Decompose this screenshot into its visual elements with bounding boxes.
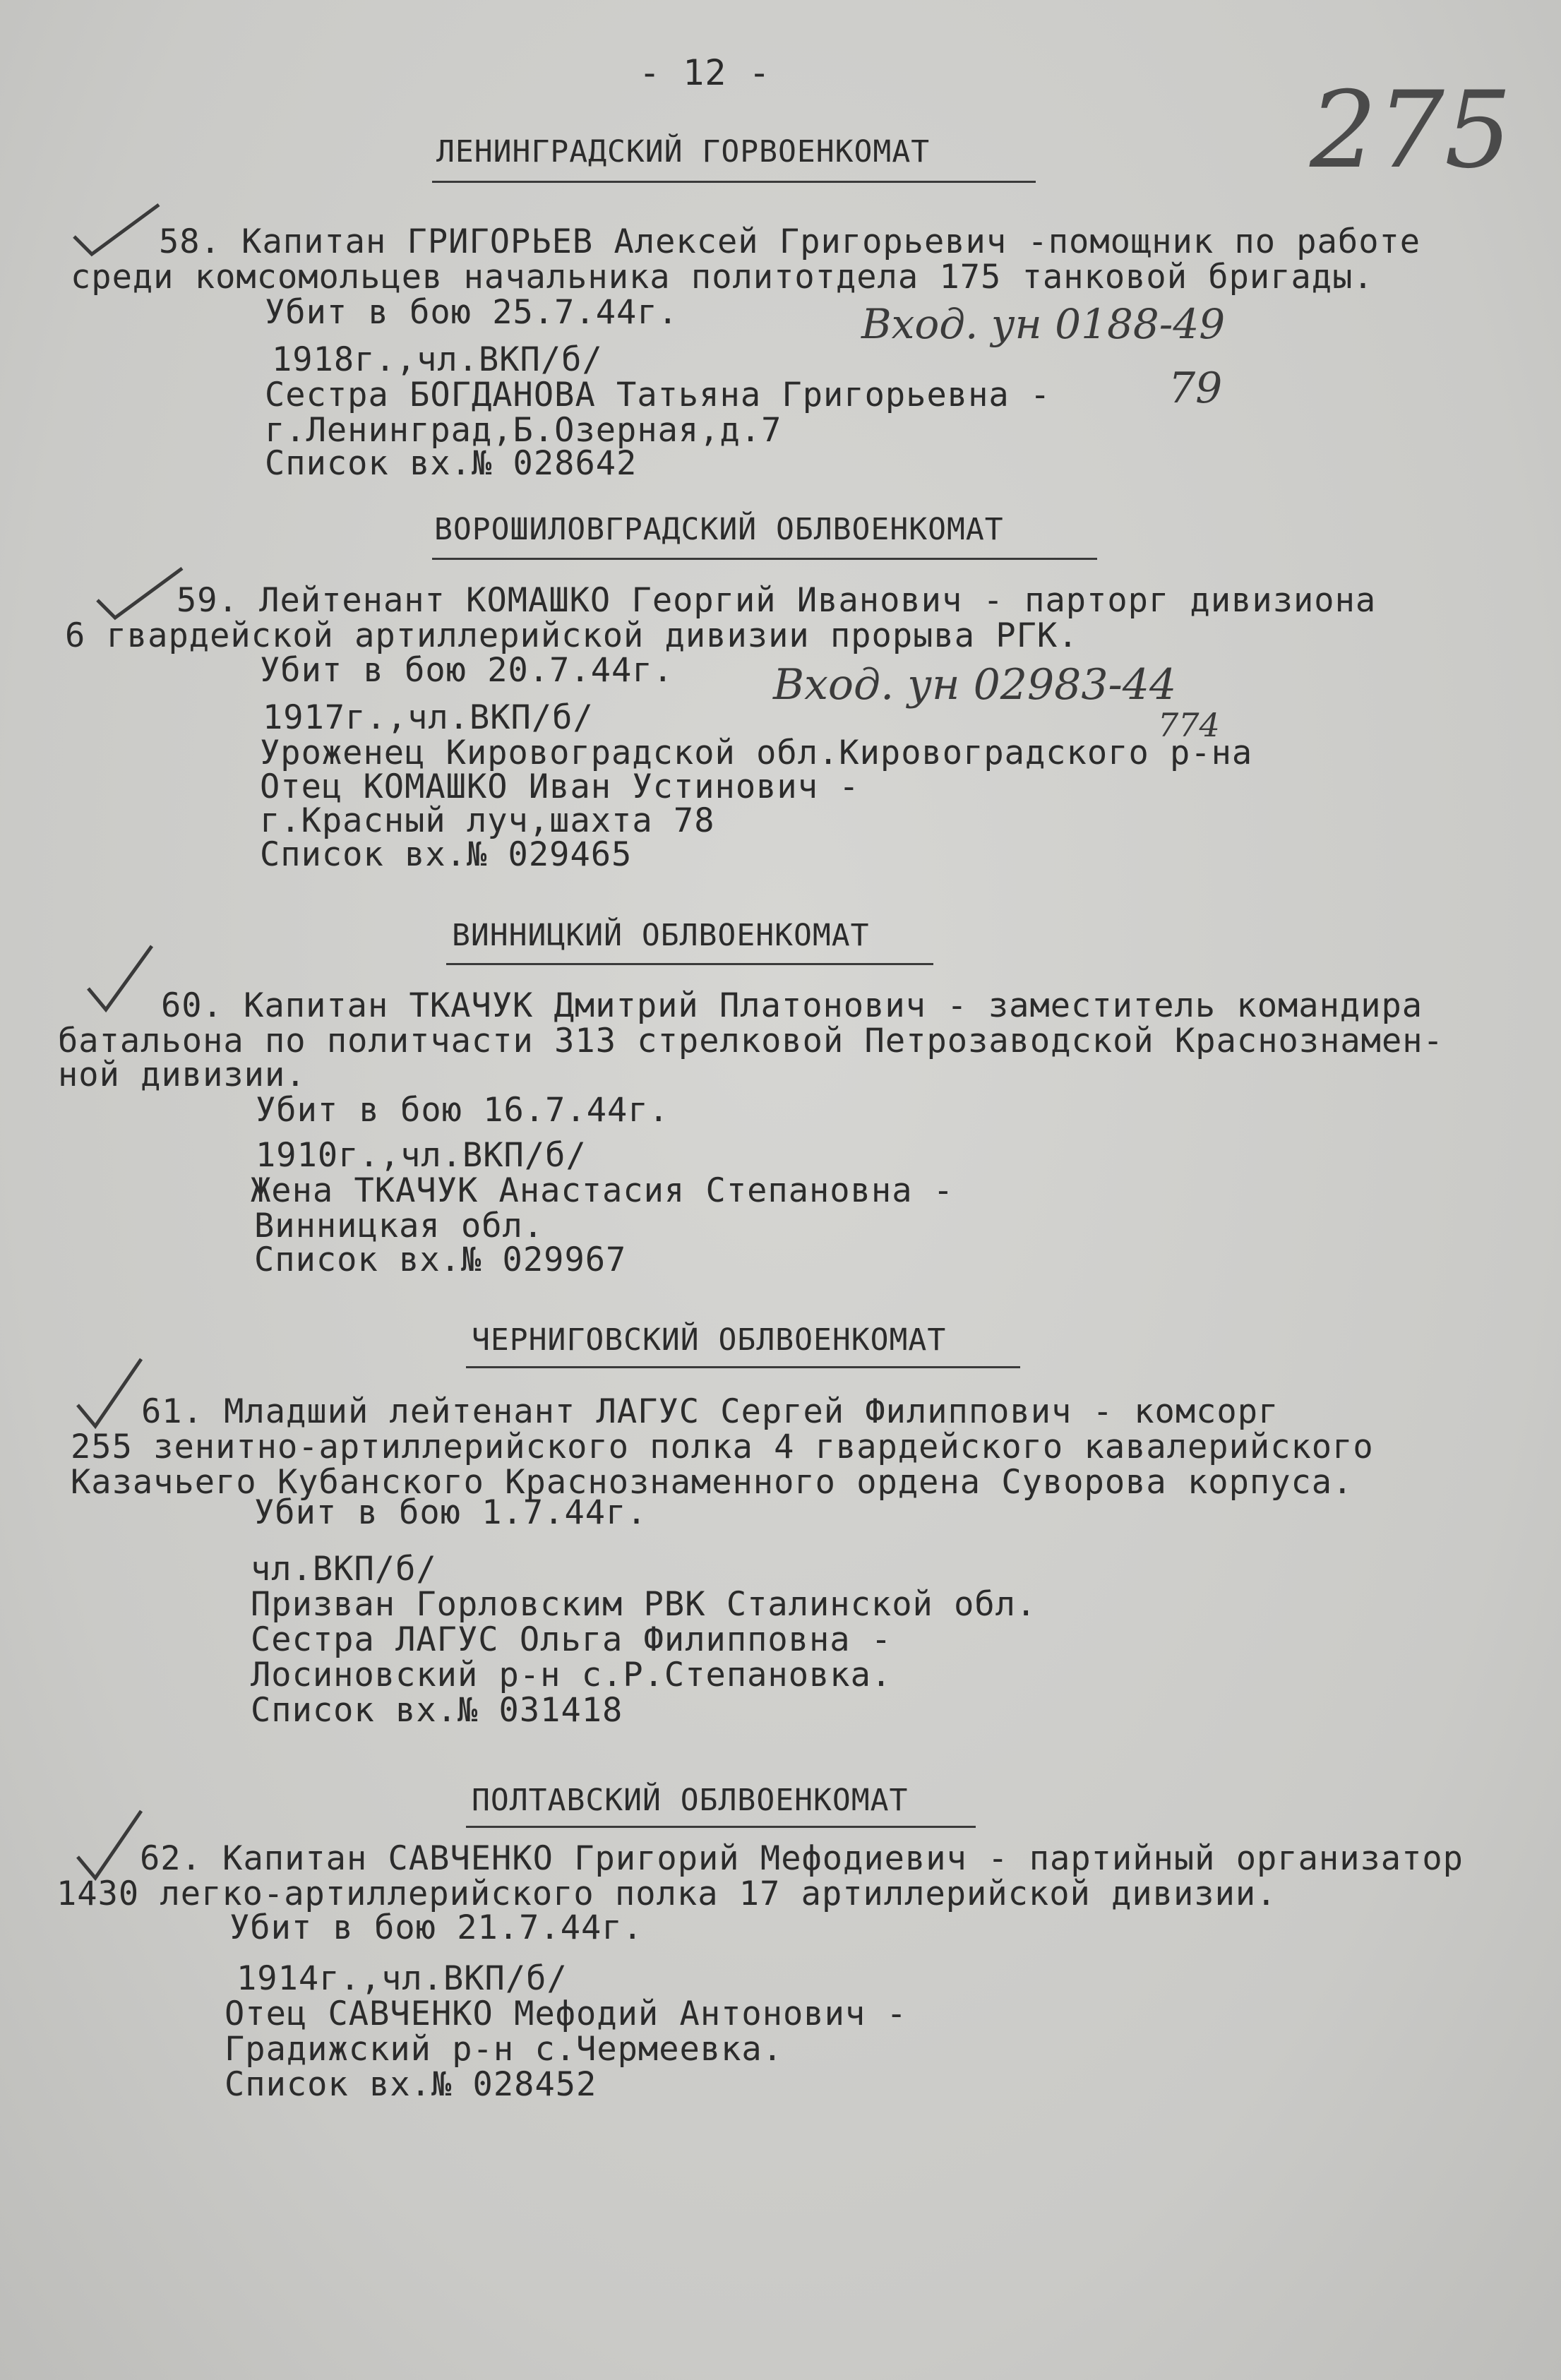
section-heading: ПОЛТАВСКИЙ ОБЛВОЕНКОМАТ [472,1783,909,1818]
entry-line: 1917г.,чл.ВКП/б/ [263,698,594,737]
heading-underline [466,1366,1020,1368]
entry-line: Убит в бою 16.7.44г. [256,1091,669,1130]
handwritten-note: 79 [1168,364,1223,413]
heading-underline [466,1826,976,1828]
entry-line: ной дивизии. [58,1056,306,1094]
entry-line: Градижский р-н с.Чермеевка. [225,2030,784,2069]
page-number: - 12 - [639,52,771,93]
heading-underline [432,558,1097,560]
entry-line: 58. Капитан ГРИГОРЬЕВ Алексей Григорьевич -помощник по работе [159,222,1421,261]
heading-underline [432,181,1036,183]
handwritten-note: Вход. ун 02983-44 [773,660,1177,710]
entry-line: Жена ТКАЧУК Анастасия Степановна - [251,1171,955,1210]
entry-line: Убит в бою 1.7.44г. [254,1493,647,1532]
entry-line: Список вх.№ 029465 [260,835,633,874]
handwritten-note: 774 [1158,706,1220,744]
entry-line: 1914г.,чл.ВКП/б/ [237,1959,568,1998]
entry-line: Винницкая обл. [254,1207,544,1245]
entry-line: Уроженец Кировоградской обл.Кировоградского р-на [260,734,1253,772]
entry-line: Убит в бою 25.7.44г. [265,293,678,332]
entry-line: чл.ВКП/б/ [251,1550,437,1589]
entry-line: 1918г.,чл.ВКП/б/ [272,340,603,379]
entry-line: Убит в бою 20.7.44г. [260,651,674,690]
section-heading: ВИННИЦКИЙ ОБЛВОЕНКОМАТ [452,918,870,953]
entry-line: Список вх.№ 029967 [254,1240,627,1279]
entry-line: Призван Горловским РВК Сталинской обл. [251,1585,1037,1624]
entry-line: Лосиновский р-н с.Р.Степановка. [251,1656,892,1694]
entry-line: Отец САВЧЕНКО Мефодий Антонович - [225,1995,907,2033]
entry-line: 255 зенитно-артиллерийского полка 4 гвардейского кавалерийского [71,1428,1374,1466]
checkmark-icon [67,201,166,265]
entry-line: Казачьего Кубанского Краснознаменного ордена Суворова корпуса. [71,1463,1353,1502]
section-heading: ЛЕНИНГРАДСКИЙ ГОРВОЕНКОМАТ [436,134,931,169]
heading-underline [446,963,933,965]
entry-line: Список вх.№ 028642 [265,444,638,483]
section-heading: ЧЕРНИГОВСКИЙ ОБЛВОЕНКОМАТ [472,1322,947,1358]
entry-line: батальона по политчасти 313 стрелковой Петрозаводской Краснознамен- [58,1022,1444,1060]
entry-line: Сестра ЛАГУС Ольга Филипповна - [251,1620,892,1659]
entry-line: 61. Младший лейтенант ЛАГУС Сергей Филиппович - комсорг [141,1392,1279,1431]
entry-line: 60. Капитан ТКАЧУК Дмитрий Платонович - заместитель командира [161,986,1423,1025]
entry-line: среди комсомольцев начальника политотдела 175 танковой бригады. [71,258,1374,297]
checkmark-icon [71,1356,148,1433]
entry-line: 59. Лейтенант КОМАШКО Георгий Иванович - парторг дивизиона [177,581,1377,620]
section-heading: ВОРОШИЛОВГРАДСКИЙ ОБЛВОЕНКОМАТ [434,512,1004,547]
entry-line: 1430 легко-артиллерийского полка 17 артиллерийской дивизии. [56,1874,1277,1913]
entry-line: г.Ленинград,Б.Озерная,д.7 [265,411,782,450]
entry-line: Отец КОМАШКО Иван Устинович - [260,767,860,806]
checkmark-icon [81,943,159,1020]
checkmark-icon [71,1807,148,1885]
entry-line: Убит в бою 21.7.44г. [229,1908,643,1947]
entry-line: Список вх.№ 028452 [225,2065,597,2104]
entry-line: Сестра БОГДАНОВА Татьяна Григорьевна - [265,376,1051,414]
entry-line: 1910г.,чл.ВКП/б/ [256,1136,587,1175]
entry-line: 6 гвардейской артиллерийской дивизии прорыва РГК. [65,616,1079,655]
entry-line: Список вх.№ 031418 [251,1691,623,1730]
handwritten-note: Вход. ун 0188-49 [861,300,1226,348]
entry-line: 62. Капитан САВЧЕНКО Григорий Мефодиевич - партийный организатор [140,1839,1464,1878]
archive-number: 275 [1310,69,1512,192]
entry-line: г.Красный луч,шахта 78 [260,801,715,840]
